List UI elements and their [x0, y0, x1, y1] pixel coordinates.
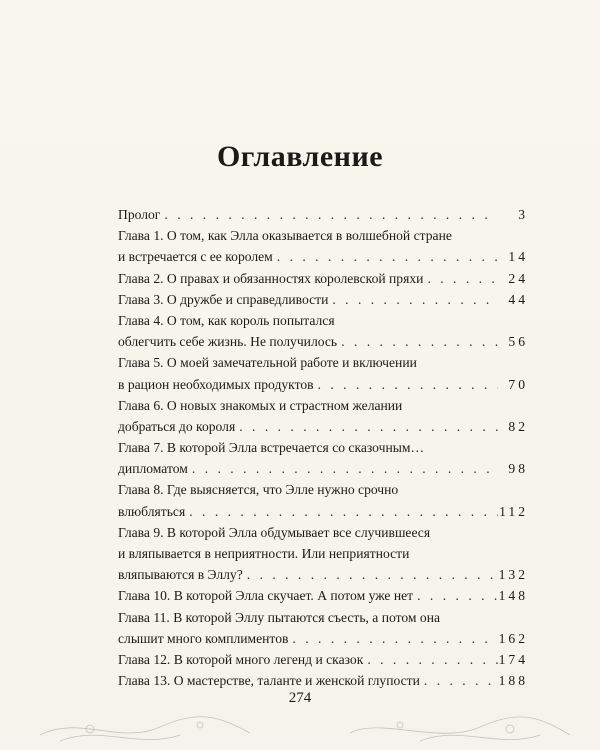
toc-entry-text: и вляпывается в неприятности. Или неприятности	[118, 546, 410, 561]
toc-entry-line	[118, 204, 528, 225]
dot-leader	[420, 670, 498, 691]
toc-entry-line	[118, 352, 528, 373]
toc-entry-text: Глава 2. О правах и обязанностях королевской пряхи	[118, 270, 424, 286]
toc-entry-text: Глава 13. О мастерстве, таланте и женской глупости	[118, 673, 420, 689]
toc-entry-text: Глава 6. О новых знакомых и страстном желании	[118, 397, 403, 413]
toc-entry-text: добраться до короля	[118, 418, 236, 434]
toc-entry-text: облегчить себе жизнь. Не получилось	[118, 334, 338, 350]
toc-page-number: 24	[508, 270, 528, 286]
toc-entry	[118, 522, 528, 586]
toc-entry-line	[118, 374, 528, 395]
toc-entry-line	[118, 501, 528, 522]
dot-leader	[273, 246, 498, 267]
toc-entry-line	[118, 395, 528, 416]
toc-entry-text: Глава 8. Где выясняется, что Элле нужно срочно	[118, 482, 399, 498]
toc-entry-line	[118, 607, 528, 628]
dot-leader	[328, 289, 498, 310]
toc-page-number: 14	[508, 249, 528, 265]
toc-entry-text: Глава 4. О том, как король попытался	[118, 312, 335, 328]
toc-entry-line	[118, 225, 528, 246]
toc-entry-text: вляпываются в Эллу?	[118, 567, 243, 583]
toc-page-number: 188	[498, 673, 528, 689]
toc-entry-text: влюбляться	[118, 503, 186, 519]
floral-ornament-icon	[0, 705, 600, 750]
toc-entry-line	[118, 585, 528, 606]
toc-entry-line	[118, 331, 528, 352]
dot-leader	[243, 564, 498, 585]
table-of-contents	[118, 204, 528, 691]
toc-entry	[118, 649, 528, 670]
toc-entry-line	[118, 416, 528, 437]
dot-leader	[188, 458, 498, 479]
toc-entry-line	[118, 543, 528, 564]
toc-entry-line	[118, 268, 528, 289]
toc-entry-text: Глава 5. О моей замечательной работе и включении	[118, 355, 417, 371]
dot-leader	[235, 416, 498, 437]
toc-entry	[118, 437, 528, 479]
toc-entry	[118, 225, 528, 267]
toc-entry-text: Пролог	[118, 207, 161, 222]
toc-page-number: 70	[508, 376, 528, 392]
dot-leader	[314, 374, 498, 395]
toc-entry-text: Глава 9. В которой Элла обдумывает все случившееся	[118, 524, 431, 540]
toc-entry-text: слышит много комплиментов	[118, 630, 289, 646]
toc-page-number: 174	[498, 651, 528, 667]
dot-leader	[160, 204, 498, 225]
toc-page-number: 132	[498, 567, 528, 583]
toc-entry-line	[118, 246, 528, 267]
toc-entry-text: Глава 10. В которой Элла скучает. А потом уже нет	[118, 588, 414, 604]
toc-entry	[118, 607, 528, 649]
toc-entry-line	[118, 649, 528, 670]
dot-leader	[288, 628, 498, 649]
toc-entry-line	[118, 628, 528, 649]
toc-entry	[118, 268, 528, 289]
toc-entry	[118, 289, 528, 310]
dot-leader	[413, 585, 498, 606]
toc-entry-line	[118, 310, 528, 331]
toc-entry	[118, 352, 528, 394]
toc-entry	[118, 310, 528, 352]
toc-entry	[118, 395, 528, 437]
toc-page-number: 148	[498, 588, 528, 604]
toc-page-number: 56	[508, 334, 528, 350]
toc-entry-text: Глава 3. О дружбе и справедливости	[118, 291, 329, 307]
page-number: 274	[288, 690, 312, 706]
toc-entry-line	[118, 522, 528, 543]
toc-entry-text: и встречается с ее королем	[118, 249, 273, 265]
page-title: Оглавление	[216, 140, 384, 173]
toc-entry-text: Глава 12. В которой много легенд и сказок	[118, 651, 364, 667]
toc-page-number: 3	[518, 207, 528, 222]
toc-entry-line	[118, 670, 528, 691]
toc-entry-line	[118, 564, 528, 585]
dot-leader	[423, 268, 498, 289]
toc-entry-line	[118, 479, 528, 500]
toc-entry	[118, 479, 528, 521]
toc-entry-text: Глава 7. В которой Элла встречается со сказочным…	[118, 440, 425, 456]
toc-page-number: 98	[508, 461, 528, 477]
toc-page-number: 44	[508, 291, 528, 307]
toc-entry-line	[118, 289, 528, 310]
toc-page-number: 112	[499, 503, 528, 519]
toc-entry	[118, 585, 528, 606]
toc-entry	[118, 670, 528, 691]
dot-leader	[363, 649, 498, 670]
dot-leader	[337, 331, 498, 352]
toc-entry-text: в рацион необходимых продуктов	[118, 376, 314, 392]
toc-entry-text: дипломатом	[118, 461, 188, 477]
toc-entry-line	[118, 458, 528, 479]
toc-entry-text: Глава 11. В которой Эллу пытаются съесть, а потом она	[118, 609, 441, 625]
toc-page-number: 82	[508, 418, 528, 434]
toc-entry-text: Глава 1. О том, как Элла оказывается в волшебной стране	[118, 228, 452, 244]
toc-page-number: 162	[498, 630, 528, 646]
toc-entry	[118, 204, 528, 225]
toc-entry-line	[118, 437, 528, 458]
dot-leader	[185, 501, 498, 522]
